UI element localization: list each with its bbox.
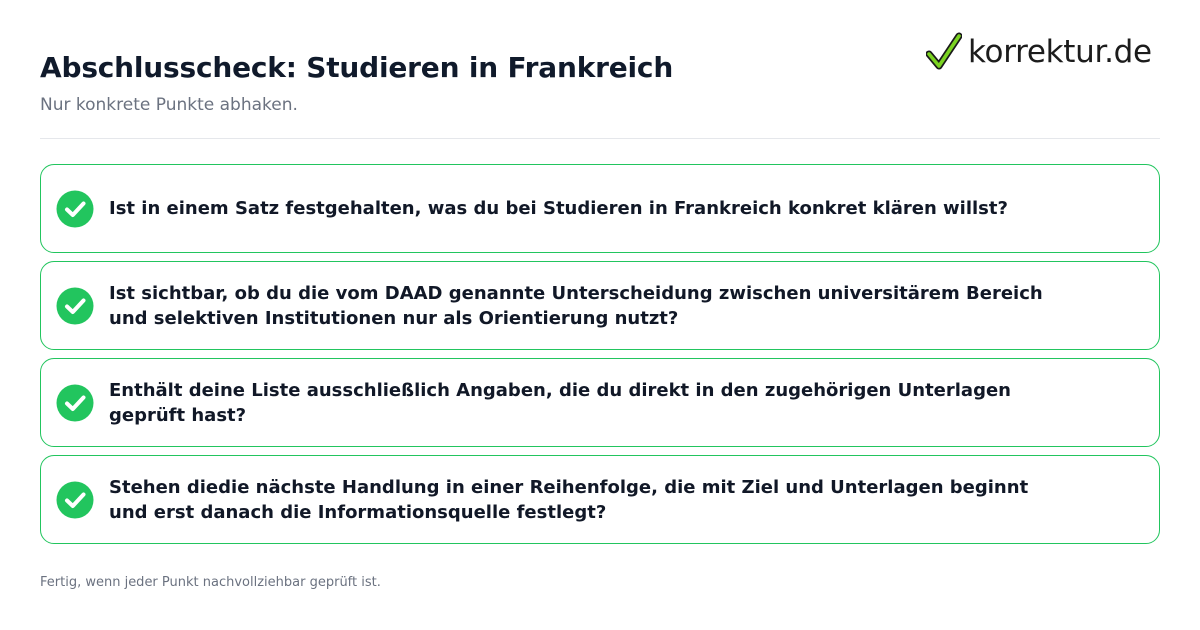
logo [926,30,1166,74]
check-circle-icon [56,481,94,519]
checklist-item[interactable] [40,164,1160,253]
checkmark-logo-icon [926,32,962,72]
checklist [40,164,1160,552]
checklist-item-text: Enthält deine Liste ausschließlich Angaben, die du direkt in den zugehörigen Unterlagen geprüft hast? [109,379,1011,426]
page-title: Abschlusscheck: Studieren in Frankreich [40,51,674,84]
checklist-item-text: Ist in einem Satz festgehalten, was du bei Studieren in Frankreich konkret klären willst? [109,198,1008,219]
check-circle-icon [56,287,94,325]
header [40,48,900,118]
checklist-item-text: Ist sichtbar, ob du die vom DAAD genannte Unterscheidung zwischen universitärem Bereich und selektiven Institutionen nur als Orientierung nutzt? [109,282,1043,329]
checklist-item[interactable] [40,358,1160,447]
footer-note: Fertig, wenn jeder Punkt nachvollziehbar geprüft ist. [40,575,381,590]
checklist-item[interactable] [40,261,1160,350]
page-subtitle: Nur konkrete Punkte abhaken. [40,95,298,115]
divider [40,138,1160,139]
logo-text: korrektur.de [968,34,1152,70]
checklist-item[interactable] [40,455,1160,544]
check-circle-icon [56,384,94,422]
checklist-item-text: Stehen diedie nächste Handlung in einer Reihenfolge, die mit Ziel und Unterlagen beginnt und erst danach die Informationsquelle festlegt? [109,476,1029,523]
check-circle-icon [56,190,94,228]
